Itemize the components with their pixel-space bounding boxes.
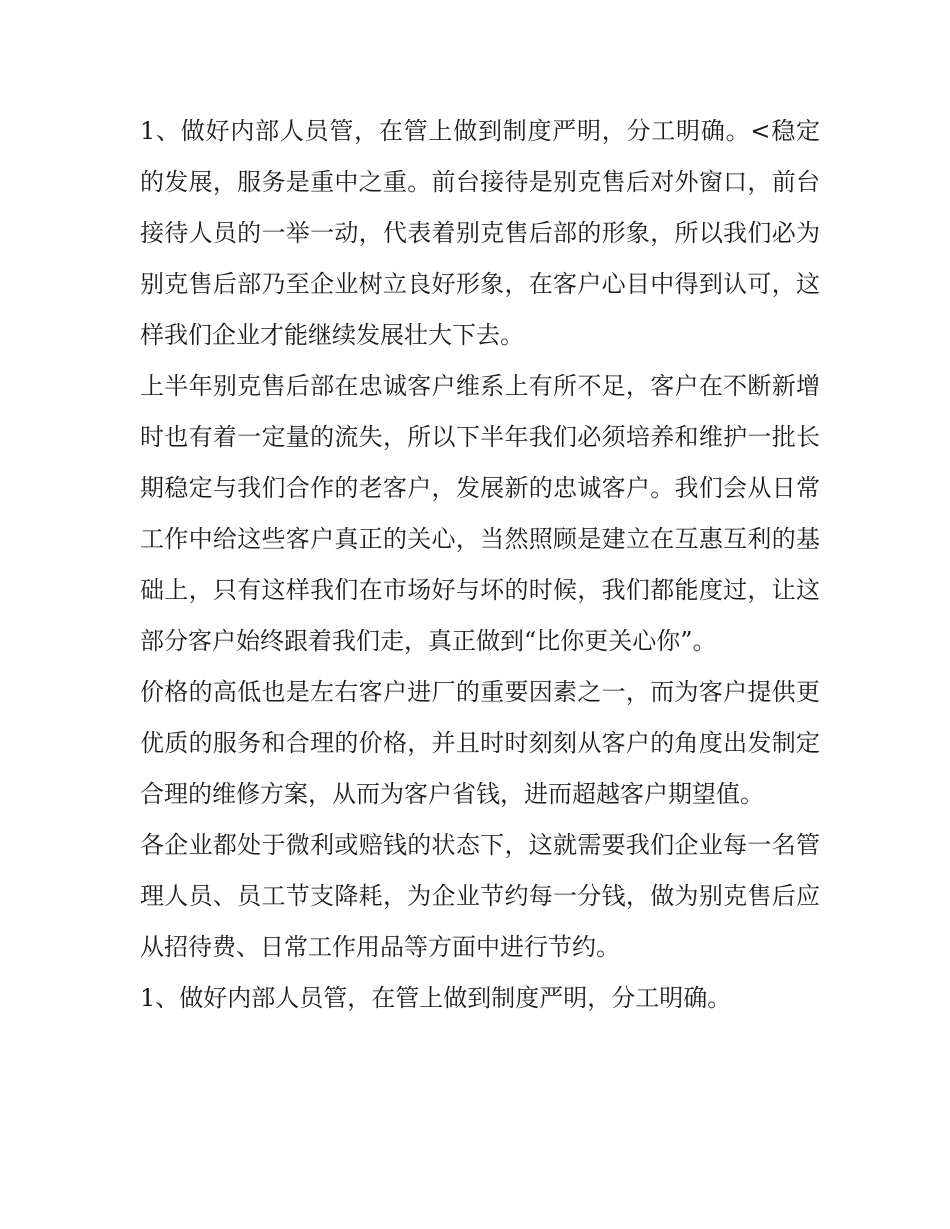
paragraph-3: 价格的高低也是左右客户进厂的重要因素之一，而为客户提供更优质的服务和合理的价格，并且时时刻刻从客户的角度出发制定合理的维修方案，从而为客户省钱，进而超越客户期望值。 (140, 678, 820, 808)
paragraph-5: 1、做好内部人员管，在管上做到制度严明，分工明确。 (140, 984, 732, 1012)
document-body (140, 106, 820, 1024)
paragraph-4: 各企业都处于微利或赔钱的状态下，这就需要我们企业每一名管理人员、员工节支降耗，为企业节约每一分钱，做为别克售后应从招待费、日常工作用品等方面中进行节约。 (140, 831, 820, 961)
paragraph-1: 1、做好内部人员管，在管上做到制度严明，分工明确。<稳定的发展，服务是重中之重。前台接待是别克售后对外窗口，前台接待人员的一举一动，代表着别克售后部的形象，所以我们必为别克售后部乃至企业树立良好形象，在客户心目中得到认可，这样我们企业才能继续发展壮大下去。 (140, 117, 820, 349)
paragraph-2: 上半年别克售后部在忠诚客户维系上有所不足，客户在不断新增时也有着一定量的流失，所以下半年我们必须培养和维护一批长期稳定与我们合作的老客户，发展新的忠诚客户。我们会从日常工作中给这些客户真正的关心，当然照顾是建立在互惠互利的基础上，只有这样我们在市场好与坏的时候，我们都能度过，让这部分客户始终跟着我们走，真正做到“比你更关心你”。 (140, 372, 820, 655)
